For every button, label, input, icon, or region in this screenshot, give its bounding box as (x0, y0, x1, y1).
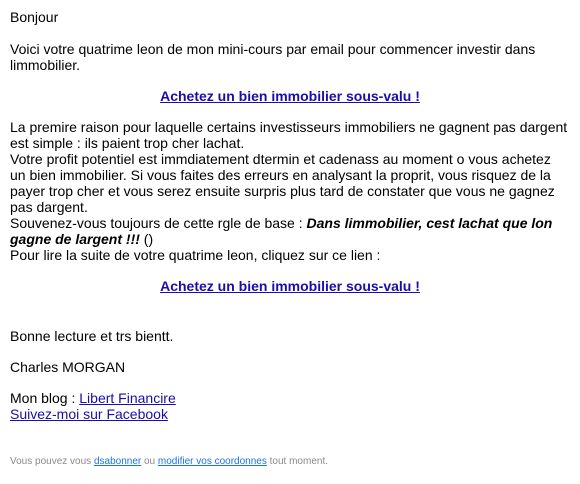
rule-emphasis: Dans limmobilier, cest lachat que lon gagne de largent !!! (10, 215, 553, 247)
cta-link-undervalued-property-2[interactable]: Achetez un bien immobilier sous-valu ! (160, 278, 420, 294)
signature: Charles MORGAN (10, 359, 126, 375)
footer-prefix: Vous pouvez vous (10, 456, 94, 467)
blog-link[interactable]: Libert Financire (79, 390, 176, 406)
cta-link-undervalued-property[interactable]: Achetez un bien immobilier sous-valu ! (160, 88, 420, 104)
footer-middle: ou (141, 456, 158, 467)
greeting: Bonjour (10, 9, 59, 25)
paragraph-profit: Votre profit potentiel est immdiatement dtermin et cadenass au moment o vous achetez un bien immobilier. Si vous faites des erreurs en analysant la proprit, vous risquez de la payer trop cher et vous serez ensuite surpris plus tard de constater que vous ne gagnez pas dargent. (10, 151, 555, 215)
closing-text: Bonne lecture et trs bientt. (10, 328, 174, 344)
unsubscribe-link[interactable]: dsabonner (93, 456, 142, 467)
rule-suffix: () (139, 231, 154, 247)
modify-details-link[interactable]: modifier vos coordonnes (157, 456, 267, 467)
footer-suffix: tout moment. (266, 456, 328, 467)
intro-paragraph: Voici votre quatrime leon de mon mini-cours par email pour commencer investir dans limmobilier. (10, 41, 536, 73)
cta-container-1 (10, 88, 570, 104)
blog-label: Mon blog : (10, 390, 80, 406)
continue-text: Pour lire la suite de votre quatrime leon, cliquez sur ce lien : (10, 247, 381, 263)
facebook-link[interactable]: Suivez-moi sur Facebook (10, 406, 168, 422)
blog-line (10, 390, 570, 406)
facebook-line (10, 406, 570, 422)
rule-prefix: Souvenez-vous toujours de cette rgle de base : (10, 215, 307, 231)
footer (10, 456, 570, 468)
cta-container-2 (10, 278, 570, 294)
paragraph-overpaying: La premire raison pour laquelle certains investisseurs immobiliers ne gagnent pas dargent est simple : ils paient trop cher lachat. (10, 119, 568, 151)
paragraph-rule (10, 215, 570, 247)
